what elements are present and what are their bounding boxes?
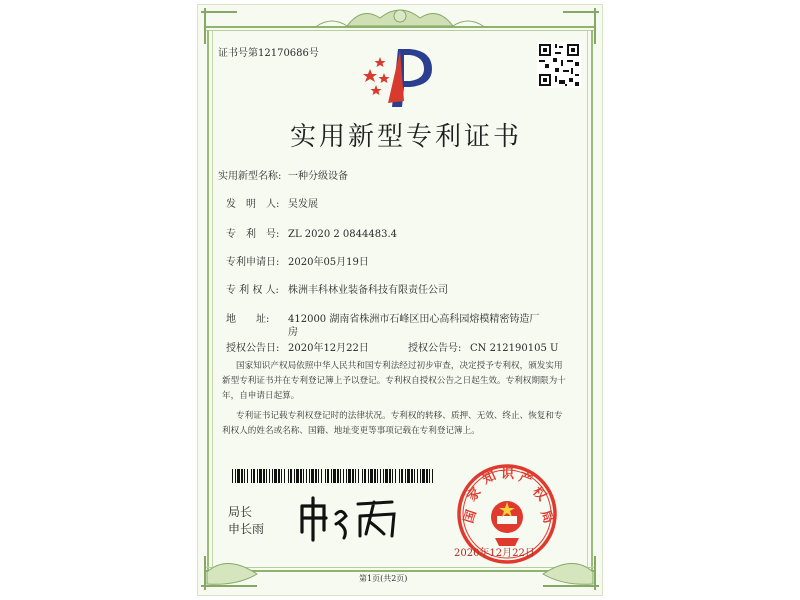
svg-text:权: 权: [529, 484, 549, 505]
floral-border-top-icon: [197, 4, 603, 44]
svg-text:家: 家: [464, 484, 485, 505]
barcode-bar: [284, 469, 285, 483]
barcode-bar: [253, 469, 255, 483]
barcode-bar: [420, 469, 421, 483]
field-value-patent-number: ZL 2020 2 0844483.4: [288, 229, 398, 240]
director-signature: [296, 494, 406, 542]
field-label-grant-number: 授权公告号:: [408, 343, 462, 354]
field-label-patentee: 专 利 权 人:: [226, 285, 279, 296]
border-left: [207, 30, 209, 570]
barcode-bar: [241, 469, 243, 483]
field-value-patentee: 株洲丰科林业装备科技有限责任公司: [288, 285, 448, 296]
field-label-inventor: 发 明 人:: [226, 199, 280, 210]
svg-text:局: 局: [537, 508, 556, 526]
certificate-title: 实用新型专利证书: [290, 122, 523, 152]
barcode-bar: [288, 469, 289, 483]
barcode-bar: [395, 469, 396, 483]
barcode-bar: [429, 469, 430, 483]
barcode-bar: [303, 469, 304, 483]
barcode-bar: [348, 469, 351, 483]
barcode-bar: [290, 469, 292, 483]
field-value-inventor: 吴发展: [288, 199, 318, 210]
border-right: [591, 30, 593, 570]
field-label-grant-date: 授权公告日:: [226, 343, 280, 354]
barcode-bar: [374, 469, 376, 483]
field-value-grant-number: CN 212190105 U: [470, 343, 559, 354]
paragraph-2-line-2: 利权人的姓名或名称、国籍、地址变更等事项记载在专利登记簿上。: [222, 426, 480, 436]
field-label-address: 地 址:: [226, 314, 270, 325]
qr-code-icon: [537, 42, 581, 88]
barcode-bar: [368, 469, 369, 483]
paragraph-2-line-1: 专利证书记载专利权登记时的法律状况。专利权的转移、质押、无效、终止、恢复和专: [236, 411, 563, 421]
barcode-bar: [362, 469, 363, 483]
barcode-bar: [355, 469, 356, 483]
barcode-bar: [343, 469, 344, 483]
barcode-bar: [392, 469, 393, 483]
field-label-name: 实用新型名称:: [218, 171, 282, 182]
barcode-bar: [263, 469, 265, 483]
barcode-bar: [432, 469, 433, 483]
barcode-bar: [318, 469, 319, 483]
field-value-address-line1: 412000 湖南省株洲市石峰区田心高科园熔模精密铸造厂: [288, 314, 540, 325]
barcode-bar: [300, 469, 302, 483]
paragraph-1-line-1: 国家知识产权局依照中华人民共和国专利法经过初步审查，决定授予专利权，颁发实用: [236, 361, 563, 371]
barcode-bar: [309, 469, 310, 483]
barcode-bar: [321, 469, 322, 483]
barcode-bar: [296, 469, 299, 483]
barcode-bar: [232, 469, 233, 483]
barcode-bar: [385, 469, 388, 483]
page-footer: 第1页(共2页): [359, 574, 408, 583]
field-value-address-line2: 房: [288, 327, 298, 338]
barcode-bar: [306, 469, 307, 483]
cert-number: 证书号第12170686号: [218, 48, 319, 59]
barcode-bar: [352, 469, 354, 483]
barcode-bar: [266, 469, 267, 483]
barcode-bar: [340, 469, 341, 483]
barcode-bar: [315, 469, 317, 483]
barcode-bar: [399, 469, 400, 483]
director-title: 局长: [228, 505, 253, 519]
patent-office-logo-icon: [358, 41, 442, 111]
barcode-bar: [247, 469, 248, 483]
barcode-bar: [407, 469, 410, 483]
barcode-bar: [346, 469, 347, 483]
svg-text:知: 知: [480, 468, 499, 488]
barcode-bar: [274, 469, 277, 483]
barcode-bar: [377, 469, 378, 483]
barcode-bar: [311, 469, 314, 483]
barcode-bar: [294, 469, 295, 483]
field-label-patent-number: 专 利 号:: [226, 229, 280, 240]
border-left-inner: [212, 30, 213, 570]
field-label-application-date: 专利申请日:: [226, 257, 280, 268]
barcode-bar: [358, 469, 359, 483]
barcode-bar: [370, 469, 373, 483]
barcode-bar: [422, 469, 425, 483]
barcode-icon: [232, 469, 436, 483]
border-right-inner: [587, 30, 588, 570]
barcode-bar: [417, 469, 418, 483]
barcode-bar: [257, 469, 258, 483]
barcode-bar: [237, 469, 240, 483]
barcode-bar: [401, 469, 403, 483]
barcode-bar: [333, 469, 336, 483]
barcode-bar: [364, 469, 366, 483]
field-value-application-date: 2020年05月19日: [288, 257, 369, 268]
barcode-bar: [426, 469, 428, 483]
barcode-bar: [383, 469, 384, 483]
barcode-bar: [327, 469, 329, 483]
seal-date: 2020年12月22日: [454, 548, 535, 559]
barcode-bar: [251, 469, 252, 483]
barcode-bar: [389, 469, 391, 483]
field-value-grant-date: 2020年12月22日: [288, 343, 369, 354]
svg-text:产: 产: [516, 469, 535, 489]
barcode-bar: [325, 469, 326, 483]
svg-text:识: 识: [501, 467, 515, 482]
barcode-bar: [259, 469, 262, 483]
barcode-bar: [278, 469, 280, 483]
barcode-bar: [337, 469, 339, 483]
director-name: 申长雨: [228, 522, 265, 536]
barcode-bar: [269, 469, 270, 483]
barcode-bar: [414, 469, 415, 483]
barcode-bar: [380, 469, 381, 483]
barcode-bar: [244, 469, 245, 483]
barcode-bar: [331, 469, 332, 483]
paragraph-1-line-2: 新型专利证书并在专利登记簿上予以登记。专利权自授权公告之日起生效。专利权期限为十: [222, 376, 566, 386]
barcode-bar: [411, 469, 413, 483]
paragraph-1-line-3: 年，自申请日起算。: [222, 391, 300, 401]
barcode-bar: [272, 469, 273, 483]
field-value-name: 一种分级设备: [288, 171, 348, 182]
barcode-bar: [235, 469, 236, 483]
svg-text:国: 国: [461, 508, 480, 526]
barcode-bar: [281, 469, 282, 483]
barcode-bar: [405, 469, 406, 483]
